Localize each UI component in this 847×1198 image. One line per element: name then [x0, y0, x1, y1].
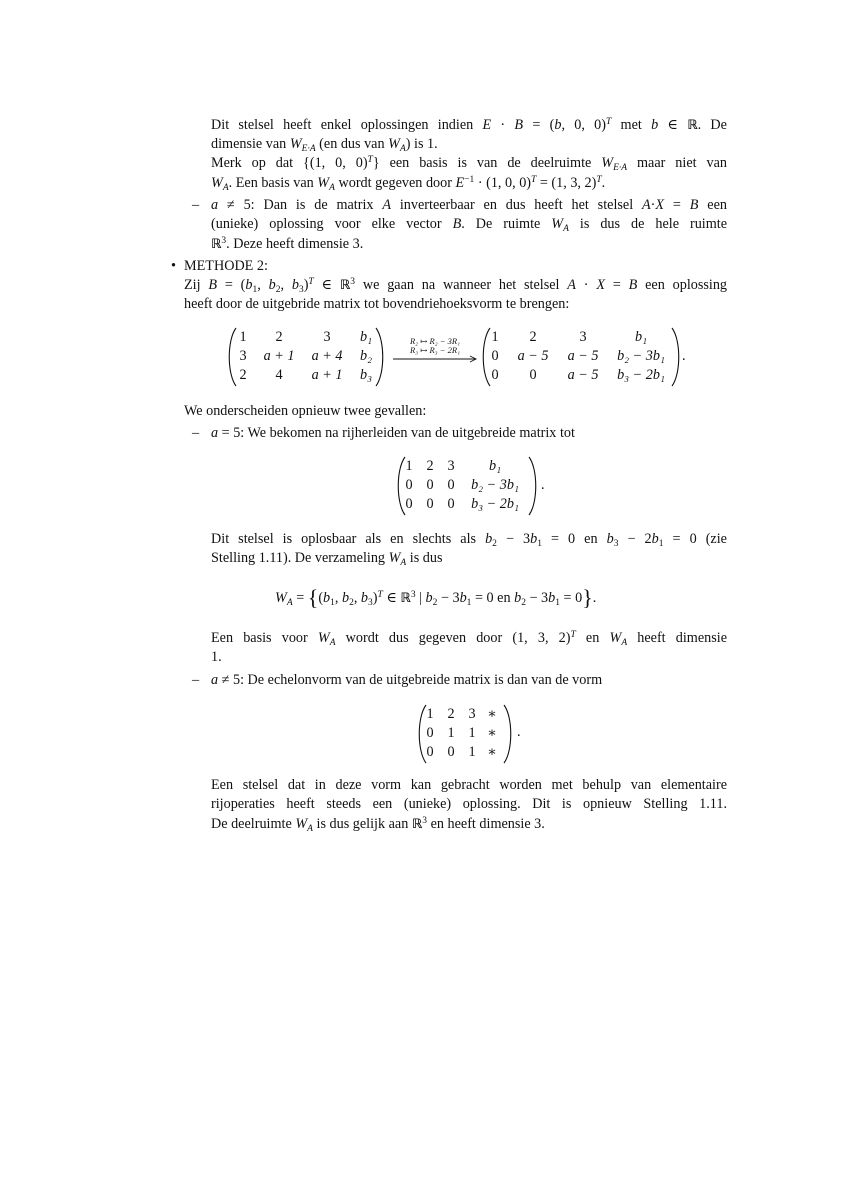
text-line: Stelling 1.11). De verzameling $W_A$ is dus: [211, 550, 443, 568]
matrix-cell: 1: [491, 329, 499, 345]
matrix-cell: b₂ − 3b₁: [471, 477, 519, 493]
right-arrow-icon: [392, 354, 478, 364]
matrix-cell: 2: [275, 329, 283, 345]
matrix-cell: ∗: [487, 725, 497, 741]
text-line: rijoperaties heeft steeds een (unieke) oplossing. Dit is opnieuw Stelling 1.11.: [211, 796, 727, 812]
matrix-cell: 1: [468, 725, 476, 741]
matrix-cell: ∗: [487, 706, 497, 722]
matrix-cell: 0: [447, 477, 455, 493]
matrix-cell: b₃ − 2b₁: [471, 496, 519, 512]
text-line: a = 5: We bekomen na rijherleiden van de uitgebreide matrix tot: [211, 425, 575, 441]
matrix-cell: 1: [468, 744, 476, 760]
matrix-cell: a + 1: [263, 348, 295, 364]
text-line: a ≠ 5: De echelonvorm van de uitgebreide matrix is dan van de vorm: [211, 672, 603, 688]
matrix-cell: 1: [447, 725, 455, 741]
matrix-cell: 2: [529, 329, 537, 345]
row-operation-label: R₂ ↦ R₂ − 3R₁: [409, 336, 461, 346]
matrix-cell: 1: [426, 706, 434, 722]
matrix-cell: 2: [426, 458, 434, 474]
matrix-cell: a − 5: [567, 367, 599, 383]
matrix-cell: 0: [426, 744, 434, 760]
matrix-cell: 3: [447, 458, 455, 474]
matrix-cell: b₂: [359, 348, 373, 364]
matrix-cell: b₁: [634, 329, 648, 345]
text-line: dimensie van $W_{E\cdot A}$ (en dus van $W_A$) is 1.: [211, 136, 438, 154]
matrix-cell: 0: [426, 477, 434, 493]
equation-period: .: [682, 348, 686, 364]
text-line: Dit stelsel heeft enkel oplossingen indien E · B = (b, 0, 0)$^T$ met b ∈ ℝ. De: [211, 117, 727, 133]
bullet: •: [171, 258, 176, 274]
text-line: Een basis voor $W_A$ wordt dus gegeven door (1, 3, 2)$^T$ en $W_A$ heeft dimensie: [211, 630, 727, 648]
section-heading: METHODE 2:: [184, 258, 268, 274]
text-line: We onderscheiden opnieuw twee gevallen:: [184, 403, 427, 419]
matrix-cell: 0: [405, 496, 413, 512]
matrix-cell: 0: [426, 496, 434, 512]
matrix-cell: a + 1: [311, 367, 343, 383]
text-line: $W_A$. Een basis van $W_A$ wordt gegeven door $E^{-1} \cdot (1$, 0, 0)$^T$ = (1, 3, 2)$^T$.: [211, 175, 606, 193]
matrix-cell: a + 4: [311, 348, 343, 364]
matrix-cell: 0: [447, 744, 455, 760]
text-line: a ≠ 5: Dan is de matrix A inverteerbaar en dus heeft het stelsel A·X = B een: [211, 197, 727, 213]
matrix-cell: 0: [529, 367, 537, 383]
matrix-cell: 3: [239, 348, 247, 364]
matrix-cell: b₁: [488, 458, 502, 474]
text-line: Merk op dat {(1, 0, 0)$^T$} een basis is van de deelruimte $W_{E\cdot A}$ maar niet van: [211, 155, 727, 173]
text-line: Een stelsel dat in deze vorm kan gebracht worden met behulp van elementaire: [211, 777, 727, 793]
text-line: Zij $B = (b_1$, $b_2$, $b_3)^T$ ∈ ℝ$^3$ we gaan na wanneer het stelsel A · X = B een oplossing: [184, 277, 728, 295]
matrix-cell: 4: [275, 367, 283, 383]
matrix-cell: 2: [239, 367, 247, 383]
equation-period: .: [541, 477, 545, 493]
row-operation-label: R₃ ↦ R₃ − 2R₁: [409, 345, 461, 355]
matrix-cell: ∗: [487, 744, 497, 760]
matrix-cell: b₁: [359, 329, 373, 345]
matrix-cell: 0: [405, 477, 413, 493]
matrix-cell: 0: [491, 367, 499, 383]
matrix-cell: 0: [491, 348, 499, 364]
reduced-matrix: [396, 455, 538, 517]
list-dash: –: [192, 672, 200, 688]
matrix-cell: b₃ − 2b₁: [617, 367, 665, 383]
text-line: heeft door de uitgebride matrix tot bovendriehoeksvorm te brengen:: [184, 296, 570, 312]
row-operation-arrow: [392, 336, 478, 366]
matrix-cell: a − 5: [517, 348, 549, 364]
list-dash: –: [192, 425, 200, 441]
matrix-cell: 3: [323, 329, 331, 345]
matrix-cell: 1: [239, 329, 247, 345]
set-formula: $W_A = \{(b_1$, $b_2$, $b_3)^T$ ∈ ℝ$^3$ | $b_2 - 3b_1 = 0$ en $b_2 - 3b_1 = 0$}.: [275, 585, 597, 610]
matrix-cell: 0: [426, 725, 434, 741]
matrix-cell: b₂ − 3b₁: [617, 348, 665, 364]
matrix-cell: b₃: [359, 367, 373, 383]
augmented-matrix-right: [481, 326, 681, 388]
matrix-cell: 0: [447, 496, 455, 512]
text-line: Dit stelsel is oplosbaar als en slechts als $b_2 - 3b_1 = 0$ en $b_3 - 2b_1 = 0$ (zie: [211, 531, 727, 549]
matrix-cell: 2: [447, 706, 455, 722]
matrix-cell: 3: [468, 706, 476, 722]
matrix-cell: a − 5: [567, 348, 599, 364]
list-dash: –: [192, 197, 200, 213]
matrix-cell: 3: [579, 329, 587, 345]
text-line: De deelruimte $W_A$ is dus gelijk aan ℝ$^3$ en heeft dimensie 3.: [211, 816, 545, 834]
text-line: ℝ$^3$. Deze heeft dimensie 3.: [211, 236, 364, 252]
echelon-matrix: [417, 703, 513, 765]
text-line: (unieke) oplossing voor elke vector B. De ruimte $W_A$ is dus de hele ruimte: [211, 216, 728, 234]
text-line: 1.: [211, 649, 222, 665]
matrix-cell: 1: [405, 458, 413, 474]
augmented-matrix-left: [227, 326, 387, 388]
equation-period: .: [517, 724, 521, 740]
